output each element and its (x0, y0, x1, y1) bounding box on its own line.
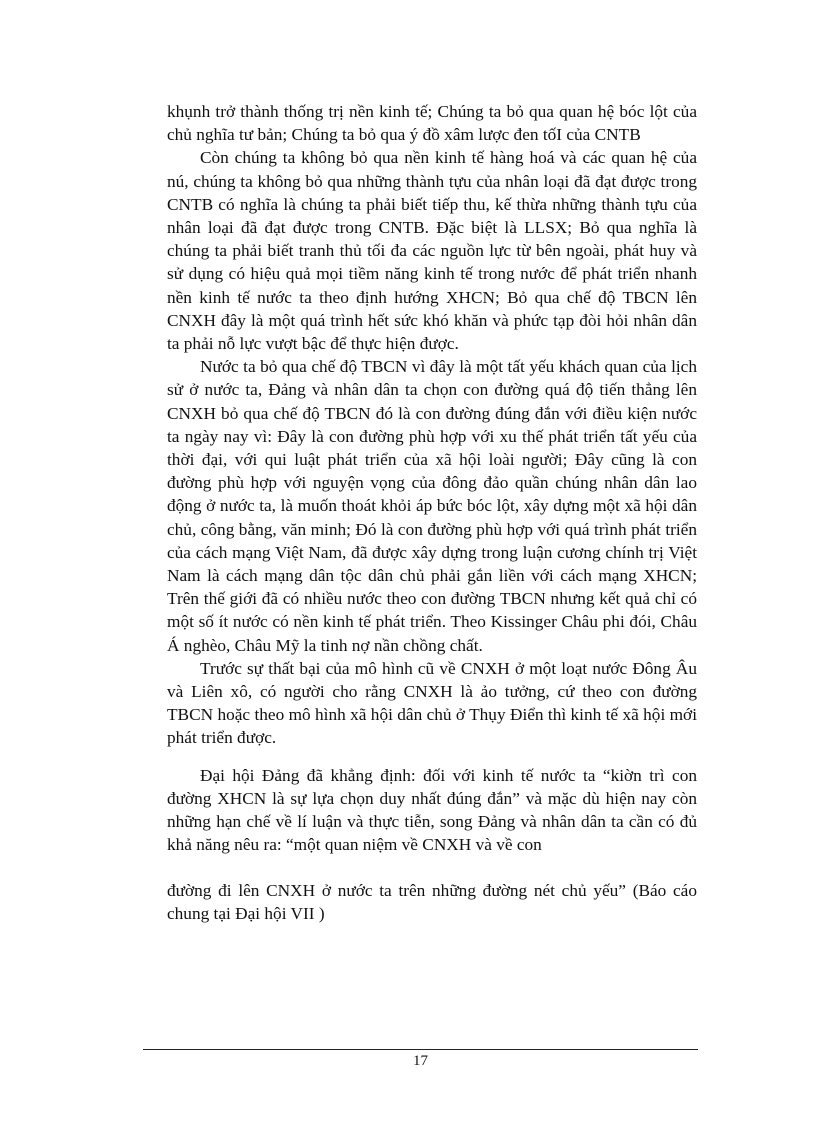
page-number: 17 (413, 1053, 428, 1069)
paragraph-3: Nước ta bỏ qua chế độ TBCN vì đây là một tất yếu khách quan của lịch sử ở nước ta, Đảng và nhân dân ta chọn con đường quá độ tiến thẳng lên CNXH bỏ qua chế độ TBCN đó là con đường đúng đắn với điều kiện nước ta ngày nay vì: Đây là con đường phù hợp với xu thế phát triển tất yếu của thời đại, với qui luật phát triển của xã hội loài người; Đây cũng là con đường phù hợp với nguyện vọng của đông đảo quần chúng nhân dân lao động ở nước ta, là muốn thoát khỏi áp bức bóc lột, xây dựng một xã hội dân chủ, công bằng, văn minh; Đó là con đường phù hợp với quá trình phát triển của cách mạng Việt Nam, đã được xây dựng trong luận cương chính trị Việt Nam là cách mạng dân tộc dân chủ phải gắn liền với cách mạng XHCN; Trên thế giới đã có nhiều nước theo con đường TBCN nhưng kết quả chỉ có một số ít nước có nền kinh tế phát triển. Theo Kissinger Châu phi đói, Châu Á nghèo, Châu Mỹ la tinh nợ nần chồng chất. (167, 357, 697, 655)
document-body (167, 100, 697, 925)
paragraph-5: Đại hội Đảng đã khẳng định: đối với kinh tế nước ta “kiờn trì con đường XHCN là sự lựa chọn duy nhất đúng đắn” và mặc dù hiện nay còn những hạn chế về lí luận và thực tiễn, song Đảng và nhân dân ta cần có đủ khả năng nêu ra: “một quan niệm về CNXH và về con (167, 765, 697, 855)
footer-divider (143, 1049, 698, 1050)
paragraph-2: Còn chúng ta không bỏ qua nền kinh tế hàng hoá và các quan hệ của nú, chúng ta không bỏ qua những thành tựu của nhân loại đã đạt được trong CNTB có nghĩa là chúng ta phải biết tiếp thu, kế thừa những thành tựu của nhân loại đã đạt được trong CNTB. Đặc biệt là LLSX; Bỏ qua nghĩa là chúng ta phải biết tranh thủ tối đa các nguồn lực từ bên ngoài, phát huy và sử dụng có hiệu quả mọi tiềm năng kinh tế trong nước để phát triển nhanh nền kinh tế nước ta theo định hướng XHCN; Bỏ qua chế độ TBCN lên CNXH đây là một quá trình hết sức khó khăn và phức tạp đòi hỏi nhân dân ta phải nỗ lực vượt bậc để thực hiện được. (167, 148, 697, 354)
paragraph-1: khụnh trở thành thống trị nền kinh tế; Chúng ta bỏ qua quan hệ bóc lột của chủ nghĩa tư bản; Chúng ta bỏ qua ý đồ xâm lược đen tốI của CNTB (167, 102, 697, 145)
paragraph-5-continued: đường đi lên CNXH ở nước ta trên những đường nét chủ yếu” (Báo cáo chung tại Đại hội VII ) (167, 880, 697, 923)
paragraph-4: Trước sự thất bại của mô hình cũ về CNXH ở một loạt nước Đông Âu và Liên xô, có người cho rằng CNXH là ảo tưởng, cứ theo con đường TBCN hoặc theo mô hình xã hội dân chủ ở Thụy Điển thì kinh tế xã hội mới phát triển được. (167, 658, 697, 748)
